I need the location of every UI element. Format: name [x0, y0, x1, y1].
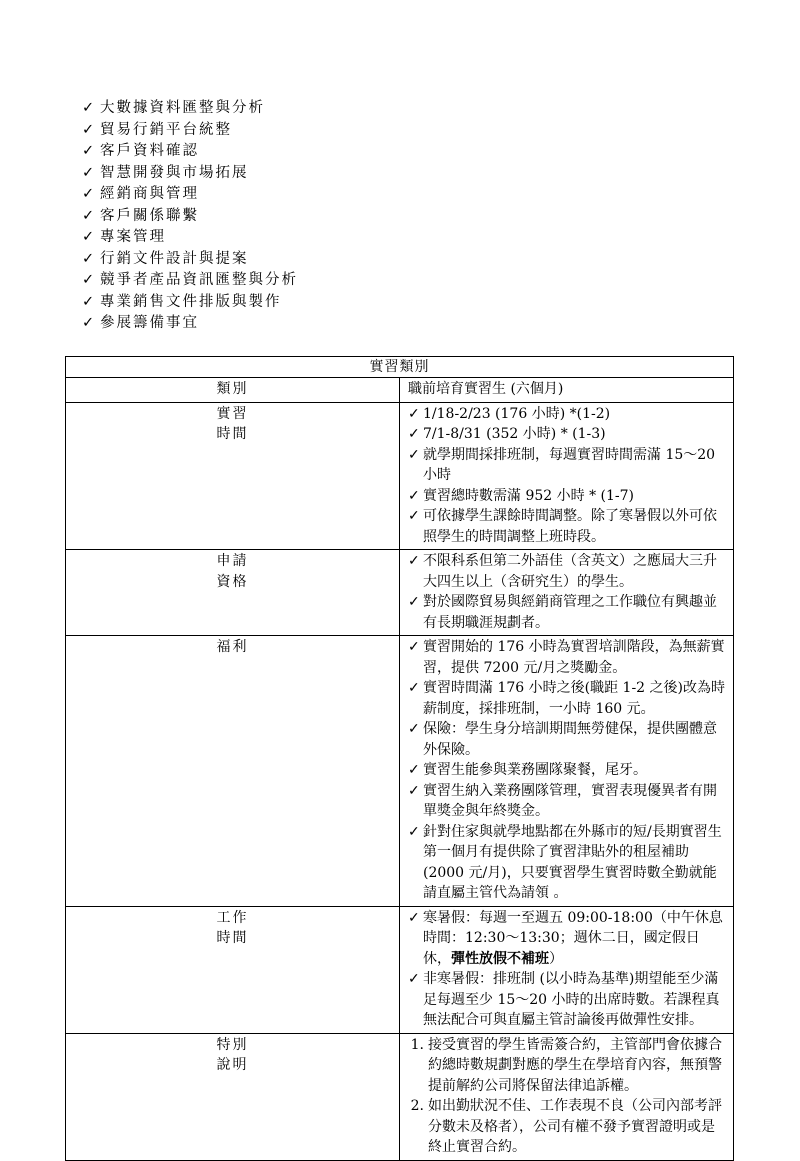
item-number: 1.: [410, 1036, 424, 1053]
check-icon: ✓: [408, 487, 420, 504]
list-item: ✓ 智慧開發與市場拓展: [82, 163, 298, 185]
list-item: ✓ 7/1-8/31 (352 小時) * (1-3): [408, 424, 727, 445]
check-icon: ✓: [408, 508, 420, 524]
check-icon: ✓: [408, 639, 420, 655]
list-item: ✓ 參展籌備事宜: [82, 313, 298, 335]
list-item: ✓ 實習生納入業務團隊管理，實習表現優異者有開單獎金與年終獎金。: [408, 782, 717, 819]
category-value: 職前培育實習生 (六個月): [400, 378, 734, 403]
check-icon: ✓: [408, 680, 420, 696]
list-item: 2. 如出勤狀況不佳、工作表現不良（公司內部考評分數未及格者），公司有權不發予實習證明或是終止實習合約。: [408, 1096, 727, 1158]
list-item: ✓ 客戶關係聯繫: [82, 206, 298, 228]
list-item: ✓ 實習時間滿 176 小時之後(職距 1-2 之後)改為時薪制度，採排班制，一小時 160 元。: [408, 680, 725, 717]
check-icon: ✓: [408, 553, 420, 569]
check-icon: ✓: [408, 426, 420, 442]
list-item: ✓ 1/18-2/23 (176 小時) *(1-2): [408, 404, 727, 425]
list-item: ✓ 專業銷售文件排版與製作: [82, 292, 298, 314]
table-row: [66, 906, 734, 1033]
list-item: ✓ 針對住家與就學地點都在外縣市的短/長期實習生第一個月有提供除了實習津貼外的租屋補助(2000 元/月)，只要實習學生實習時數全勤就能請直屬主管代為請領 。: [408, 823, 722, 901]
table-row: [66, 1033, 734, 1160]
table-row: [66, 550, 734, 636]
check-icon: ✓: [82, 207, 95, 224]
check-icon: ✓: [82, 250, 95, 267]
table-title: 實習類別: [66, 357, 734, 378]
list-item: ✓ 競爭者產品資訊匯整與分析: [82, 270, 298, 292]
table-row: [66, 378, 734, 403]
check-icon: ✓: [82, 143, 95, 159]
check-icon: ✓: [82, 315, 95, 331]
table-row: [66, 636, 734, 907]
check-icon: ✓: [408, 909, 420, 926]
list-item: ✓ 客戶資料確認: [82, 141, 298, 163]
table-header-row: [66, 357, 734, 378]
qualification-list: [400, 550, 734, 636]
check-icon: ✓: [82, 164, 95, 181]
list-item: ✓ 寒暑假：每週一至週五 09:00-18:00（中午休息時間：12:30～13:30；週休二日，國定假日休，彈性放假不補班）: [408, 909, 723, 967]
list-item: ✓ 專案管理: [82, 227, 298, 249]
internship-table: [65, 356, 734, 1161]
check-icon: ✓: [408, 762, 420, 778]
check-icon: ✓: [82, 100, 95, 116]
category-label: 類別: [66, 378, 400, 403]
list-item: ✓ 不限科系但第二外語佳（含英文）之應屆大三升大四生以上（含研究生）的學生。: [408, 553, 717, 590]
list-item: ✓ 行銷文件設計與提案: [82, 249, 298, 271]
check-icon: ✓: [408, 721, 420, 737]
check-icon: ✓: [408, 594, 420, 610]
check-icon: ✓: [408, 446, 420, 463]
hours-list: [400, 402, 734, 550]
list-item: ✓ 實習開始的 176 小時為實習培訓階段，為無薪實習，提供 7200 元/月之獎勵金。: [408, 639, 725, 676]
table-row: [66, 402, 734, 550]
list-item: 1. 接受實習的學生皆需簽合約，主管部門會依據合約總時數規劃對應的學生在學培育內容，無預警提前解約公司將保留法律追訴權。: [408, 1035, 727, 1097]
list-item: ✓ 保險：學生身分培訓期間無勞健保，提供團體意外保險。: [408, 721, 717, 758]
list-item: ✓ 貿易行銷平台統整: [82, 120, 298, 142]
list-item: ✓ 實習生能參與業務團隊聚餐，尾牙。: [408, 760, 727, 781]
check-icon: ✓: [408, 823, 420, 840]
work-time-list: [400, 906, 734, 1033]
check-icon: ✓: [82, 272, 95, 288]
list-item: ✓ 經銷商與管理: [82, 184, 298, 206]
work-time-label: 工作 時間: [66, 906, 400, 1033]
notes-label: 特別 說明: [66, 1033, 400, 1160]
benefits-list: [400, 636, 734, 907]
list-item: ✓ 可依據學生課餘時間調整。除了寒暑假以外可依照學生的時間調整上班時段。: [408, 508, 717, 545]
list-item: ✓ 實習總時數需滿 952 小時 * (1-7): [408, 486, 727, 507]
check-icon: ✓: [82, 229, 95, 245]
benefits-label: 福利: [66, 636, 400, 907]
notes-list: [400, 1033, 734, 1160]
duty-list: [82, 98, 298, 335]
item-number: 2.: [410, 1098, 424, 1114]
list-item: ✓ 非寒暑假：排班制 (以小時為基準)期望能至少滿足每週至少 15～20 小時的出席時數。若課程真無法配合可與直屬主管討論後再做彈性安排。: [408, 971, 720, 1028]
hours-label: 實習 時間: [66, 402, 400, 550]
list-item: ✓ 對於國際貿易與經銷商管理之工作職位有興趣並有長期職涯規劃者。: [408, 594, 717, 631]
check-icon: ✓: [82, 293, 95, 310]
qualification-label: 申請 資格: [66, 550, 400, 636]
check-icon: ✓: [408, 782, 420, 799]
check-icon: ✓: [408, 971, 420, 987]
check-icon: ✓: [82, 186, 95, 202]
no-makeup-notice: 彈性放假不補班: [451, 950, 549, 967]
check-icon: ✓: [82, 121, 95, 138]
list-item: ✓ 就學期間採排班制，每週實習時間需滿 15～20 小時: [408, 446, 716, 483]
list-item: ✓ 大數據資料匯整與分析: [82, 98, 298, 120]
check-icon: ✓: [408, 405, 420, 422]
